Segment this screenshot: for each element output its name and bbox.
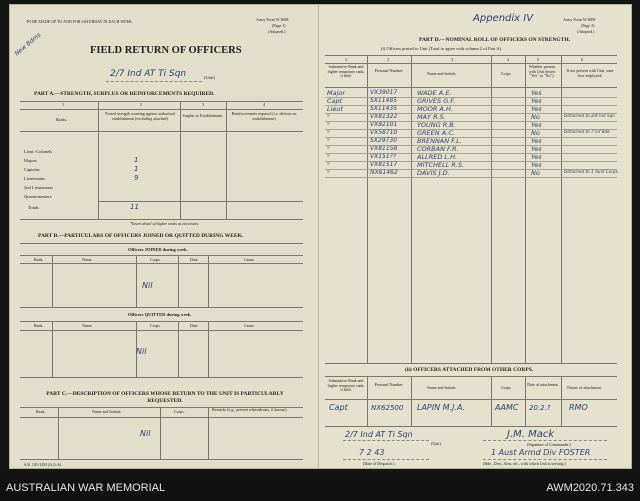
- totals-label: Totals: [28, 205, 39, 210]
- roll-cell-present: Yes: [531, 137, 542, 145]
- formation-label: (Bde., Dvn., Area, etc., with which Unit is serving.): [483, 461, 566, 466]
- roll-cell-rank: Major: [327, 89, 346, 97]
- b2-header-corps: Corps.: [150, 323, 161, 328]
- roll-header-number: Personal Number.: [374, 68, 404, 73]
- signature-underline: [483, 440, 607, 441]
- roll-cell-name: ALLRED L.H.: [417, 153, 458, 161]
- unit-label: (Unit): [431, 441, 441, 446]
- unit-handwritten: 2/7 Ind AT Ti Sqn: [345, 430, 413, 439]
- att-header-corps: Corps.: [501, 385, 512, 390]
- roll-cell-no: VX81322: [370, 113, 398, 120]
- roll-cell-name: WADE A.E.: [417, 89, 452, 97]
- c-header-corps: Corps.: [174, 409, 185, 414]
- c-header-remarks: Remarks (e.g., present whereabouts, if known): [212, 407, 287, 412]
- print-code: S.B. 105-32M (A.G.A): [24, 462, 62, 467]
- table-b2-divider: [208, 321, 209, 377]
- att-divider: [525, 376, 526, 426]
- att-divider: [491, 376, 492, 426]
- roll-cell-no: SX29730: [370, 137, 398, 144]
- roll-row-rule: [325, 105, 617, 106]
- att-header-number: Personal Number.: [374, 382, 404, 387]
- despatch-label: (Date of Despatch.): [363, 461, 395, 466]
- roll-col-num: 2: [387, 57, 389, 62]
- roll-bottom: [325, 363, 617, 364]
- roll-cell-name: MITCHELL R.S.: [417, 161, 465, 169]
- table-b-divider: [136, 255, 137, 307]
- form-page: (Page 1): [272, 23, 286, 28]
- roll-cell-name: YOUNG R.B.: [417, 121, 456, 129]
- attached-heading: (ii) OFFICERS ATTACHED FROM OTHER CORPS.: [405, 367, 534, 373]
- roll-cell-present: Yes: [531, 105, 542, 113]
- part-b-heading: PART B.—PARTICULARS OF OFFICERS JOINED OR QUITTED DURING WEEK.: [38, 233, 244, 239]
- table-c-divider: [208, 407, 209, 459]
- roll-cell-name: DAVIS J.D.: [417, 169, 450, 177]
- rank-label: Lieutenants: [24, 176, 45, 181]
- att-header-nature: Nature of attachment.: [567, 385, 602, 390]
- att-divider: [367, 376, 368, 426]
- att-number: NX62500: [371, 404, 404, 412]
- roll-header-rank: Substantive Rank and higher temporary rank, if held.: [327, 64, 365, 78]
- table-c-bottom: [20, 459, 303, 460]
- roll-cell-rank: Capt: [327, 97, 343, 105]
- roll-divider: [525, 55, 526, 363]
- form-page-2: [318, 4, 632, 469]
- roll-cell-name: CORBAN F.R.: [417, 145, 459, 153]
- table-b-divider: [178, 255, 179, 307]
- col-num-1: 1: [62, 102, 64, 107]
- att-bottom: [325, 426, 617, 427]
- roll-cell-no: SX11435: [370, 105, 398, 112]
- roll-cell-present: Yes: [531, 121, 542, 129]
- roll-cell-no: VX58710: [370, 129, 398, 136]
- roll-cell-no: SX11485: [370, 97, 398, 104]
- table-a-line: [20, 109, 303, 110]
- rank-label: Lieut.-Colonels: [24, 149, 53, 154]
- col-header-ranks: Ranks.: [56, 117, 67, 122]
- table-b2-divider: [52, 321, 53, 377]
- roll-cell-present: Yes: [531, 153, 542, 161]
- att-corps: AAMC: [495, 403, 519, 412]
- roll-col-num: 5: [537, 57, 539, 62]
- part-c-heading: PART C.—DESCRIPTION OF OFFICERS WHOSE RETURN TO THE UNIT IS PARTICULARLY REQUESTED.: [46, 391, 284, 404]
- roll-col-num: 3: [451, 57, 453, 62]
- form-adopted: (Adopted.): [268, 29, 286, 34]
- roll-cell-name: GRIVES G.F.: [417, 97, 456, 105]
- roll-cell-present: Yes: [531, 161, 542, 169]
- margin-annotation: New Bdms: [13, 31, 43, 58]
- att-nature: RMO: [569, 403, 588, 412]
- roll-cell-name: GREEN A.C.: [417, 129, 455, 137]
- roll-divider: [367, 55, 368, 363]
- roll-cell-present: Yes: [531, 145, 542, 153]
- form-number: Army Form W.3008: [563, 17, 596, 22]
- table-a-header-bottom: [20, 131, 303, 132]
- rank-label: Captains: [24, 167, 40, 172]
- table-b-divider: [208, 255, 209, 307]
- table-b2-line: [20, 330, 303, 331]
- footnote: *Insert detail of higher ranks as necessary.: [130, 221, 199, 226]
- table-b2-divider: [178, 321, 179, 377]
- att-header-name: Name and Initials.: [427, 385, 457, 390]
- roll-cell-present: No: [531, 129, 540, 137]
- formation-underline: [483, 459, 607, 460]
- formation-handwritten: 1 Aust Armd Div FOSTER: [491, 448, 591, 457]
- roll-row-rule: [325, 161, 617, 162]
- rank-label: Quartermasters: [24, 194, 52, 199]
- caption-accession: AWM2020.71.343: [546, 482, 634, 494]
- roll-cell-rank: ": [327, 137, 330, 145]
- unit-underline: [106, 81, 202, 82]
- roll-header-present: Whether present with Unit (insert "Yes" or "No").: [528, 64, 556, 78]
- roll-divider: [411, 55, 412, 363]
- roll-cell-rank: Lieut: [327, 105, 344, 113]
- roll-cell-rank: ": [327, 121, 330, 129]
- b2-header-rank: Rank.: [34, 323, 44, 328]
- joined-title: Officers JOINED during week.: [128, 247, 188, 252]
- part-a-heading: PART A.—STRENGTH, SURPLUS OR REINFORCEMENTS REQUIRED.: [34, 91, 215, 97]
- att-divider: [561, 376, 562, 426]
- despatch-date: 7 2 43: [359, 448, 385, 457]
- att-header-date: Date of attachment.: [527, 382, 559, 387]
- roll-row-rule: [325, 97, 617, 98]
- col-header-surplus: Surplus to Establishment.: [182, 113, 224, 118]
- totals-value: 11: [130, 203, 139, 211]
- table-b2-line: [20, 321, 303, 322]
- table-b-line: [20, 263, 303, 264]
- table-c-divider: [58, 407, 59, 459]
- col-header-posted: Posted strength counting against authorised establishment (excluding attached): [105, 111, 175, 121]
- att-name: LAPIN M.J.A.: [417, 403, 466, 412]
- roll-cell-rank: ": [327, 145, 330, 153]
- roll-row-rule: [325, 137, 617, 138]
- roll-cell-no: VX81517: [370, 161, 398, 168]
- roll-header-corps: Corps.: [501, 71, 512, 76]
- att-header-rank: Substantive Rank and higher temporary rank, if held.: [327, 378, 365, 392]
- unit-label: (Unit): [204, 75, 215, 80]
- roll-cell-present: No: [531, 169, 540, 177]
- roll-divider: [561, 55, 562, 363]
- form-adopted: (Adopted.): [577, 29, 595, 34]
- att-divider: [411, 376, 412, 426]
- table-b-line: [20, 307, 303, 308]
- appendix-annotation: Appendix IV: [473, 13, 534, 24]
- roll-line: [325, 63, 617, 64]
- col-header-reinforcements: Reinforcements required (i.e. deficits on establishment): [231, 111, 297, 121]
- b2-header-cause: Cause.: [244, 323, 255, 328]
- table-b-divider: [52, 255, 53, 307]
- nil-part-c: Nil: [140, 429, 151, 438]
- caption-bar: [0, 473, 640, 501]
- b-header-name: Name.: [82, 257, 93, 262]
- roll-cell-no: VX151??: [370, 153, 397, 160]
- part-d-subheading: (i) Officers posted to Unit (Total to agree with column 2 of Part A).: [381, 46, 503, 51]
- col-num-2: 2: [140, 102, 142, 107]
- roll-cell-rank: ": [327, 169, 330, 177]
- table-c-divider: [160, 407, 161, 459]
- b2-header-name: Name.: [82, 323, 93, 328]
- roll-cell-rank: ": [327, 113, 330, 121]
- roll-cell-note: Detached to 1 Aust Corps: [564, 169, 618, 174]
- table-b2-bottom: [20, 377, 303, 378]
- b-header-rank: Rank.: [34, 257, 44, 262]
- b-header-date: Date.: [190, 257, 199, 262]
- roll-col-num: 6: [581, 57, 583, 62]
- date-underline: [343, 459, 429, 460]
- roll-cell-present: Yes: [531, 89, 542, 97]
- roll-cell-rank: ": [327, 153, 330, 161]
- form-page: (Page 2): [581, 23, 595, 28]
- b-header-corps: Corps.: [150, 257, 161, 262]
- rank-label: 2nd Lieutenants: [24, 185, 53, 190]
- col-num-4: 4: [263, 102, 265, 107]
- form-number: Army Form W.3008: [256, 17, 289, 22]
- roll-cell-note: Detached to 7 Inf Bde: [564, 129, 610, 134]
- rank-label: Majors: [24, 158, 37, 163]
- roll-header-bottom: [325, 87, 617, 88]
- roll-cell-no: VX81158: [370, 145, 398, 152]
- roll-cell-present: Yes: [531, 97, 542, 105]
- unit-handwritten: 2/7 Ind AT Ti Sqn: [110, 69, 187, 79]
- roll-row-rule: [325, 177, 617, 178]
- strength-value: 1: [134, 156, 139, 164]
- att-header-bottom: [325, 399, 617, 400]
- col-num-3: 3: [202, 102, 204, 107]
- att-top: [325, 376, 617, 377]
- table-b-line: [20, 255, 303, 256]
- roll-row-rule: [325, 153, 617, 154]
- roll-header-employed: If not present with Unit, state how employed.: [566, 68, 614, 78]
- att-date: 20.2.?: [529, 404, 551, 412]
- roll-row-rule: [325, 145, 617, 146]
- roll-cell-no: VX39017: [370, 89, 398, 96]
- part-d-heading: PART D.—NOMINAL ROLL OF OFFICERS ON STRENGTH.: [419, 37, 570, 43]
- b-header-cause: Cause.: [244, 257, 255, 262]
- commander-signature: J.M. Mack: [507, 429, 555, 440]
- roll-cell-no: NX61462: [370, 169, 398, 176]
- roll-divider: [491, 55, 492, 363]
- table-b-top: [20, 243, 303, 244]
- nil-joined: Nil: [142, 281, 153, 290]
- c-header-rank: Rank.: [36, 409, 46, 414]
- roll-top: [325, 55, 617, 56]
- att-rank: Capt: [329, 403, 348, 412]
- strength-value: 1: [134, 165, 139, 173]
- roll-cell-rank: ": [327, 161, 330, 169]
- table-a-bottom: [20, 219, 303, 220]
- roll-cell-name: MAY R.S.: [417, 113, 446, 121]
- b2-header-date: Date.: [190, 323, 199, 328]
- roll-cell-present: No: [531, 113, 540, 121]
- strength-value: 9: [134, 174, 139, 182]
- form-title: FIELD RETURN OF OFFICERS: [90, 45, 242, 56]
- table-c-line: [20, 417, 303, 418]
- roll-cell-note: Detached to 2/4 Ind Sqn: [564, 113, 615, 118]
- roll-cell-name: MOOR A.H.: [417, 105, 454, 113]
- roll-cell-no: VX82101: [370, 121, 398, 128]
- totals-line: [98, 201, 303, 202]
- c-header-name: Name and Initials.: [92, 409, 122, 414]
- quitted-title: Officers QUITTED during week.: [128, 312, 192, 317]
- roll-col-num: 1: [345, 57, 347, 62]
- roll-cell-name: BRENNAN F.L.: [417, 137, 462, 145]
- roll-cell-rank: ": [327, 129, 330, 137]
- roll-row-rule: [325, 121, 617, 122]
- roll-col-num: 4: [507, 57, 509, 62]
- unit-underline: [343, 440, 429, 441]
- top-instruction: TO BE MADE UP TO AND FOR SATURDAY IN EACH WEEK.: [26, 19, 133, 24]
- caption-source: AUSTRALIAN WAR MEMORIAL: [6, 482, 166, 494]
- roll-header-name: Name and Initials.: [427, 71, 457, 76]
- nil-quitted: Nil: [136, 347, 147, 356]
- signature-label: (Signature of Commander.): [527, 442, 571, 447]
- form-page-1: [9, 4, 323, 469]
